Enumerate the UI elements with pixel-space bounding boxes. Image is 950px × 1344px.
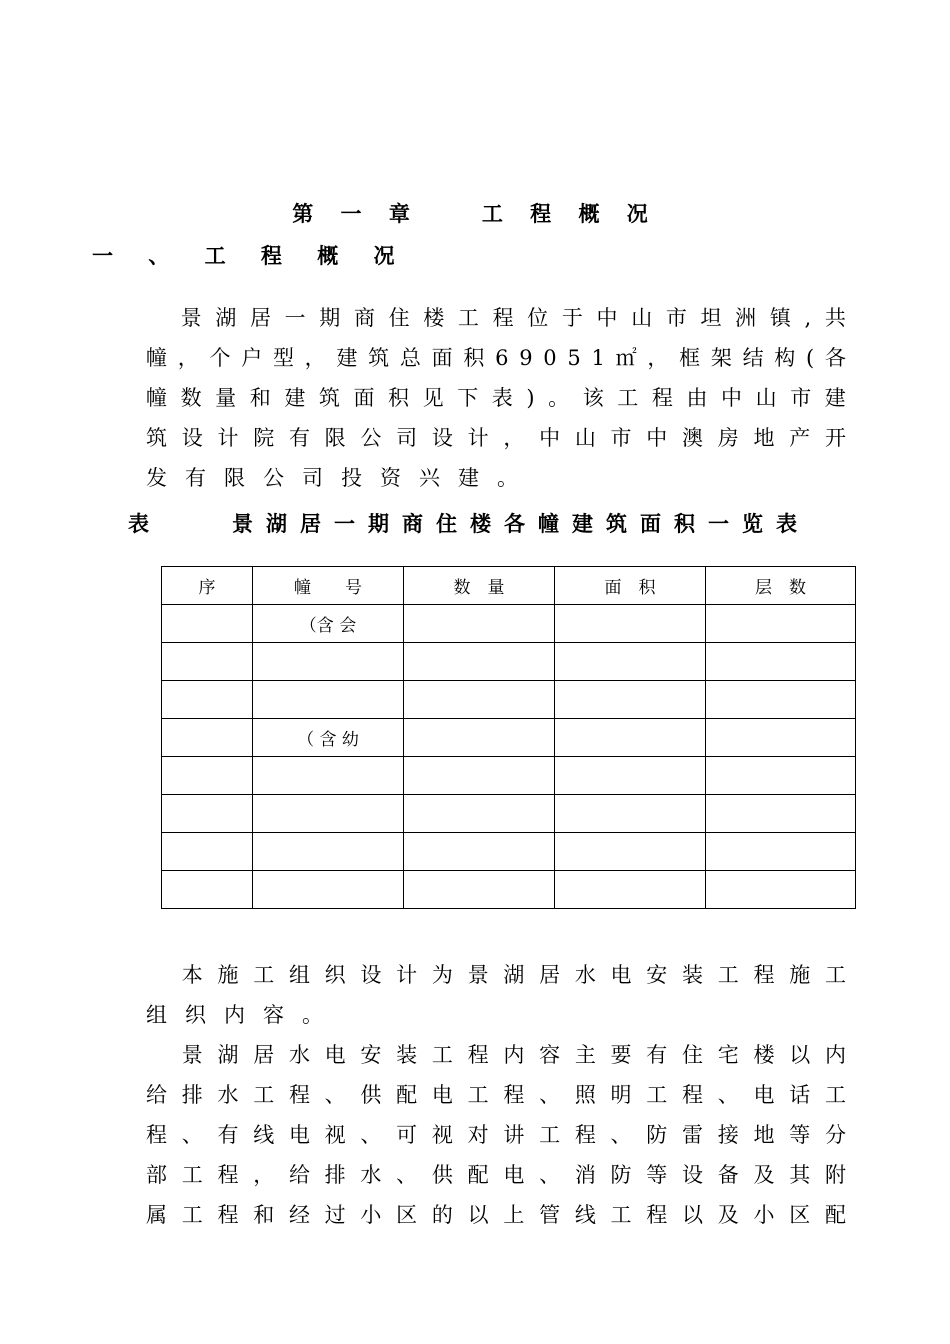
table-cell — [404, 795, 555, 833]
table-cell — [555, 757, 706, 795]
table-row — [162, 719, 856, 757]
building-area-table — [161, 566, 856, 909]
table-cell — [404, 681, 555, 719]
table-row — [162, 605, 856, 643]
table-cell — [162, 719, 253, 757]
table-cell — [162, 795, 253, 833]
table-cell — [404, 605, 555, 643]
table-cell — [404, 643, 555, 681]
table-cell — [253, 833, 404, 871]
table-cell — [253, 643, 404, 681]
table-cell — [162, 833, 253, 871]
paragraph-line: 幢 ， 个 户 型 ， 建 筑 总 面 积 6 9 0 5 1 ㎡ ， 框 架 结 构 ( 各 — [146, 346, 846, 370]
table-cell — [706, 795, 856, 833]
table-row — [162, 871, 856, 909]
table-cell — [162, 605, 253, 643]
intro-paragraph — [146, 298, 846, 498]
col-header-quantity: 数 量 — [404, 567, 555, 605]
col-header-floors: 层 数 — [706, 567, 856, 605]
col-header-building: 幢 号 — [253, 567, 404, 605]
table-cell — [706, 757, 856, 795]
table-cell — [555, 605, 706, 643]
table-cell — [404, 719, 555, 757]
table-cell — [555, 719, 706, 757]
paragraph-line: 景 湖 居 一 期 商 住 楼 工 程 位 于 中 山 市 坦 洲 镇 , 共 — [180, 306, 846, 330]
table-cell — [162, 757, 253, 795]
table-cell: （ 含 幼 — [253, 719, 404, 757]
paragraph-line: 部 工 程 ， 给 排 水 、 供 配 电 、 消 防 等 设 备 及 其 附 — [146, 1163, 846, 1187]
body-paragraph — [146, 955, 846, 1235]
paragraph-line: 景 湖 居 水 电 安 装 工 程 内 容 主 要 有 住 宅 楼 以 内 — [181, 1043, 846, 1067]
table-cell — [706, 719, 856, 757]
section-title: 一 、 工 程 概 况 — [92, 244, 409, 268]
paragraph-line: 发有限公司投资兴建。 — [146, 466, 536, 490]
table-cell — [706, 681, 856, 719]
paragraph-line: 程 、 有 线 电 视 、 可 视 对 讲 工 程 、 防 雷 接 地 等 分 — [146, 1123, 846, 1147]
paragraph-line: 筑 设 计 院 有 限 公 司 设 计 ， 中 山 市 中 澳 房 地 产 开 — [146, 426, 846, 450]
table-row — [162, 795, 856, 833]
paragraph-line: 给 排 水 工 程 、 供 配 电 工 程 、 照 明 工 程 、 电 话 工 — [146, 1083, 846, 1107]
table-row — [162, 757, 856, 795]
table-cell — [706, 643, 856, 681]
table-cell — [253, 795, 404, 833]
table-cell — [162, 681, 253, 719]
paragraph-line: 组织内容。 — [146, 1003, 341, 1027]
table-row — [162, 833, 856, 871]
table-cell — [404, 871, 555, 909]
table-row — [162, 643, 856, 681]
table-cell — [253, 681, 404, 719]
table-cell — [555, 871, 706, 909]
paragraph-line: 属 工 程 和 经 过 小 区 的 以 上 管 线 工 程 以 及 小 区 配 — [146, 1203, 846, 1227]
chapter-title: 第 一 章 工 程 概 况 — [292, 202, 658, 226]
table-cell — [404, 757, 555, 795]
table-row — [162, 681, 856, 719]
table-header-row — [162, 567, 856, 605]
paragraph-line: 本 施 工 组 织 设 计 为 景 湖 居 水 电 安 装 工 程 施 工 — [181, 963, 846, 987]
table-cell — [253, 757, 404, 795]
table-cell — [404, 833, 555, 871]
table-cell — [253, 871, 404, 909]
table-cell — [706, 833, 856, 871]
table-cell — [706, 605, 856, 643]
col-header-area: 面 积 — [555, 567, 706, 605]
table-cell — [162, 643, 253, 681]
table-cell — [555, 795, 706, 833]
table-cell — [555, 833, 706, 871]
col-header-index: 序 — [162, 567, 253, 605]
table-cell — [706, 871, 856, 909]
table-cell — [555, 643, 706, 681]
paragraph-line: 幢 数 量 和 建 筑 面 积 见 下 表 ) 。 该 工 程 由 中 山 市 建 — [146, 386, 846, 410]
table-caption — [128, 508, 810, 538]
table-cell: （含 会 — [253, 605, 404, 643]
table-cell — [555, 681, 706, 719]
table-cell — [162, 871, 253, 909]
table-label: 表 — [128, 512, 149, 536]
table-title: 景湖居一期商住楼各幢建筑面积一览表 — [232, 512, 810, 536]
